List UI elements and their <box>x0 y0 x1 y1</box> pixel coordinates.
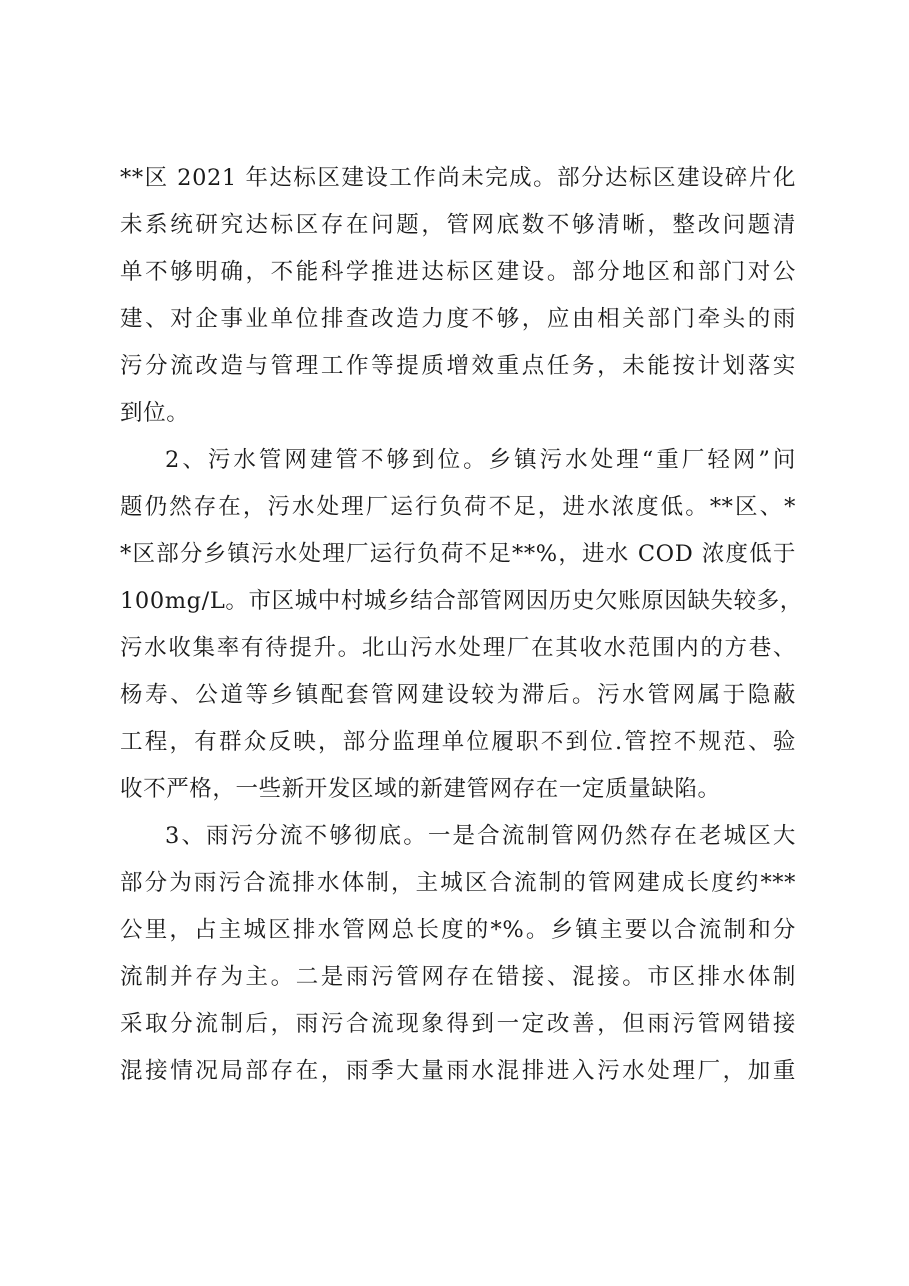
paragraph-3-line-5: 采取分流制后，雨污合流现象得到一定改善，但雨污管网错接 <box>120 1011 796 1037</box>
paragraph-2-line-6: 杨寿、公道等乡镇配套管网建设较为滞后。污水管网属于隐蔽 <box>120 682 796 708</box>
paragraph-3-line-4: 流制并存为主。二是雨污管网存在错接、混接。市区排水体制 <box>120 964 796 990</box>
paragraph-2-line-4: 100mg/L。市区城中村城乡结合部管网因历史欠账原因缺失较多， <box>120 588 803 614</box>
paragraph-2-line-5: 污水收集率有待提升。北山污水处理厂在其收水范围内的方巷、 <box>120 635 796 661</box>
paragraph-1-line-5: 污分流改造与管理工作等提质增效重点任务，未能按计划落实 <box>120 353 796 379</box>
paragraph-2-line-3: *区部分乡镇污水处理厂运行负荷不足**%，进水 COD 浓度低于 <box>120 541 796 567</box>
paragraph-2-line-8: 收不严格，一些新开发区域的新建管网存在一定质量缺陷。 <box>120 776 721 802</box>
paragraph-2-line-2: 题仍然存在，污水处理厂运行负荷不足，进水浓度低。**区、* <box>120 494 796 520</box>
paragraph-3-line-1: 3、雨污分流不够彻底。一是合流制管网仍然存在老城区大 <box>165 823 796 849</box>
paragraph-3-line-6: 混接情况局部存在，雨季大量雨水混排进入污水处理厂，加重 <box>120 1058 796 1084</box>
paragraph-1-line-6: 到位。 <box>120 400 190 426</box>
paragraph-2-line-1: 2、污水管网建管不够到位。乡镇污水处理“重厂轻网”问 <box>165 447 796 473</box>
paragraph-1-line-1: **区 2021 年达标区建设工作尚未完成。部分达标区建设碎片化 <box>120 165 796 191</box>
paragraph-1-line-4: 建、对企事业单位排查改造力度不够，应由相关部门牵头的雨 <box>120 306 796 332</box>
paragraph-2-line-7: 工程，有群众反映，部分监理单位履职不到位.管控不规范、验 <box>120 729 796 755</box>
paragraph-1-line-2: 未系统研究达标区存在问题，管网底数不够清晰，整改问题清 <box>120 212 796 238</box>
paragraph-3-line-2: 部分为雨污合流排水体制，主城区合流制的管网建成长度约*** <box>120 870 796 896</box>
paragraph-1-line-3: 单不够明确，不能科学推进达标区建设。部分地区和部门对公 <box>120 259 796 285</box>
paragraph-3-line-3: 公里，占主城区排水管网总长度的*%。乡镇主要以合流制和分 <box>120 917 796 943</box>
